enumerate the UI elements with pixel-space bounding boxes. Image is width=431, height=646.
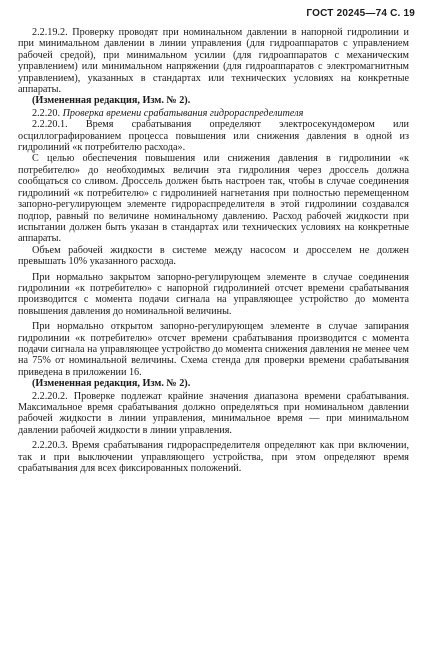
paragraph-normally-open: При нормально открытом запорно-регулирующем элементе в случае запирания гидролинии «к потребителю» отсчет времени срабатывания производится с момента подачи сигнала на управляющее устройство до момента снижения давления не менее чем на 75% от номинальной величины. Схема стенда для проверки времени срабатывания приведена в приложении 16. [18,321,409,378]
amendment-note: (Измененная редакция, Изм. № 2). [32,95,191,107]
paragraph-2-2-20-1: 2.2.20.1. Время срабатывания определяют электросекундомером или осциллографированием процесса повышения или снижения давления в одной из гидролиний «к потребителю расхода». [18,119,409,154]
section-heading-2-2-20 [18,108,409,119]
paragraph-normally-closed: При нормально закрытом запорно-регулирующем элементе в случае соединения гидролинии «к потребителю» с напорной гидролинией отсчет времени срабатывания производится с момента подачи сигнала на управляющее устройство до момента повышения давления до номинальной величины. [18,271,409,317]
paragraph-2-2-20-2: 2.2.20.2. Проверке подлежат крайние значения диапазона времени срабатывания. Максимальное время срабатывания должно определяться при номинальном давлении рабочей жидкости в линии управления, минимальное время — при минимальном давлении рабочей жидкости в линии управления. [18,390,409,436]
paragraph-2-2-19-2: 2.2.19.2. Проверку проводят при номинальном давлении в напорной гидролинии и при минимальном давлении в линии управления (для гидроаппаратов с управлением рабочей средой), при минимальном усилии (для гидроаппаратов с механическим управлением) или минимальном напряжении (для гидроаппаратов с электромагнитным управлением), указанных в стандартах или технических условиях на конкретные аппараты. [18,27,409,96]
paragraph-volume: Объем рабочей жидкости в системе между насосом и дросселем не должен превышать 10% указанного расхода. [18,244,409,268]
section-number: 2.2.20. [32,107,61,119]
page-header: ГОСТ 20245—74 С. 19 [306,8,415,19]
document-body [18,27,409,474]
section-title: Проверка времени срабатывания гидрораспределителя [62,107,304,119]
paragraph-throttle: С целью обеспечения повышения или снижения давления в гидролинии «к потребителю» до необходимых величин эта гидролиния через дроссель должна сообщаться со сливом. Дроссель должен быть настроен так, чтобы в случае соединения гидролиний «к потребителю» с гидролинией нагнетания при полностью перемещенном запорно-регулирующем элементе гидрораспределителя в этой гидролинии создавался подпор, равный по величине номинальному давлению. Расход рабочей жидкости при испытании должен быть указан в стандартах или технических условиях на конкретные аппараты. [18,153,409,245]
amendment-note-2: (Измененная редакция, Изм. № 2). [32,378,191,390]
paragraph-2-2-20-3: 2.2.20.3. Время срабатывания гидрораспределителя определяют как при включении, так и при выключении управляющего устройства, при этом определяют время срабатывания для всех фиксированных положений. [18,440,409,475]
